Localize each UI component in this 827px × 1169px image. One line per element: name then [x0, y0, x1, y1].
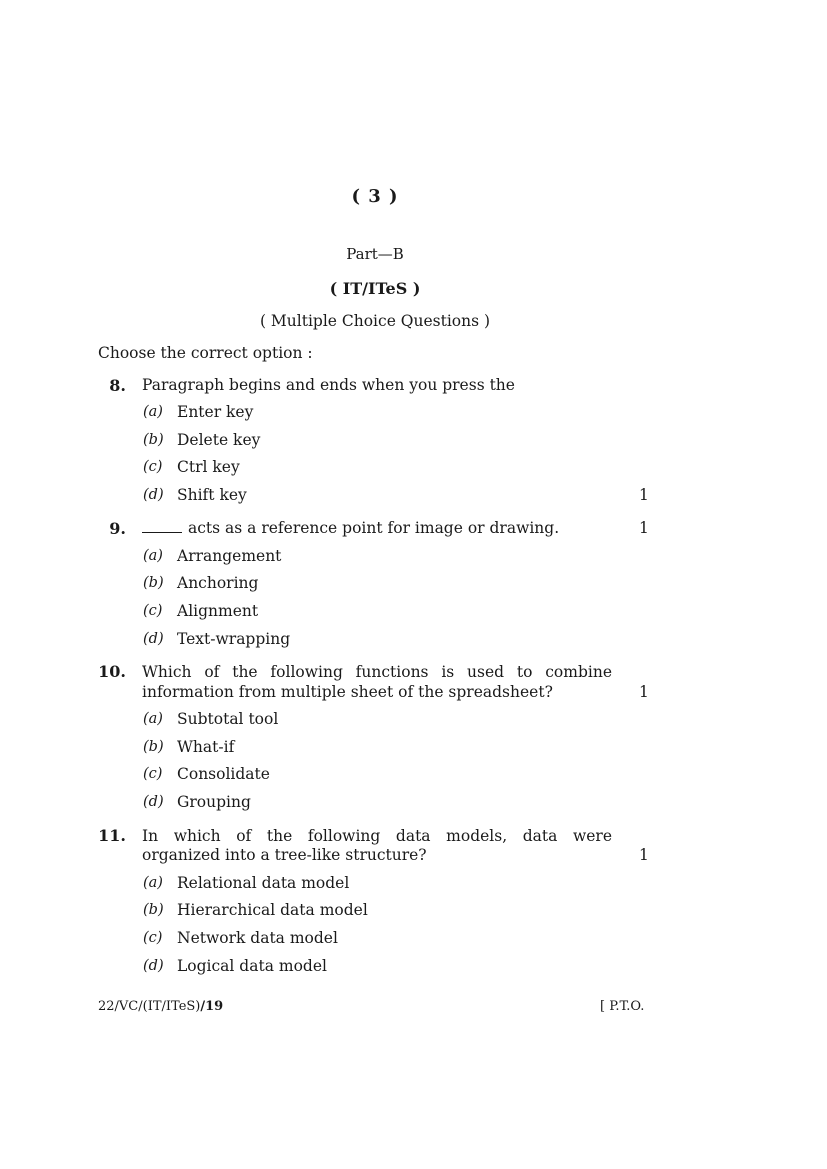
option-label: (c)	[143, 930, 163, 946]
option-label: (a)	[143, 711, 163, 727]
option-label: (d)	[143, 958, 164, 974]
option-text: What-if	[177, 738, 235, 756]
question-number: 9.	[109, 519, 126, 538]
option-text: Ctrl key	[177, 458, 240, 476]
option-label: (c)	[143, 603, 163, 619]
please-turn-over: [ P.T.O.	[600, 999, 645, 1014]
question-number: 8.	[109, 376, 126, 395]
option-text: Enter key	[177, 403, 254, 421]
paper-code: 22/VC/(IT/ITeS)/19	[98, 999, 224, 1014]
option-text: Logical data model	[177, 957, 327, 975]
option-text: Network data model	[177, 929, 338, 947]
question-text-line-2: information from multiple sheet of the spreadsheet?	[142, 683, 553, 701]
option-label: (b)	[143, 739, 164, 755]
marks: 1	[639, 683, 649, 701]
option-text: Shift key	[177, 486, 247, 504]
option-text: Grouping	[177, 793, 251, 811]
option-label: (d)	[143, 631, 164, 647]
question-text-line-2: organized into a tree-like structure?	[142, 846, 427, 864]
option-label: (d)	[143, 487, 164, 503]
question-number: 10.	[98, 662, 126, 681]
option-text: Subtotal tool	[177, 710, 279, 728]
subject-heading: ( IT/ITeS )	[329, 279, 421, 298]
fill-in-blank	[142, 520, 182, 533]
option-text: Alignment	[177, 602, 259, 620]
question-number: 11.	[98, 826, 126, 845]
option-text: Text-wrapping	[177, 630, 291, 648]
marks: 1	[639, 519, 649, 537]
option-text: Arrangement	[177, 547, 282, 565]
question-text-line-1: Which of the following functions is used to combine	[142, 663, 612, 681]
page-number: ( 3 )	[351, 186, 399, 207]
question-text-line: acts as a reference point for image or drawing.	[142, 519, 612, 537]
option-text: Anchoring	[177, 574, 259, 592]
instruction: Choose the correct option :	[98, 344, 313, 362]
option-label: (b)	[143, 432, 164, 448]
option-label: (a)	[143, 548, 163, 564]
option-label: (a)	[143, 875, 163, 891]
option-label: (a)	[143, 404, 163, 420]
option-text: Relational data model	[177, 874, 350, 892]
marks: 1	[639, 846, 649, 864]
option-text: Consolidate	[177, 765, 270, 783]
marks: 1	[639, 486, 649, 504]
option-label: (b)	[143, 575, 164, 591]
option-label: (c)	[143, 766, 163, 782]
question-text-line-1: In which of the following data models, data were	[142, 827, 612, 845]
question-text: Paragraph begins and ends when you press the	[142, 376, 515, 394]
option-label: (d)	[143, 794, 164, 810]
part-heading: Part—B	[346, 245, 404, 263]
option-label: (b)	[143, 902, 164, 918]
option-text: Delete key	[177, 431, 261, 449]
option-text: Hierarchical data model	[177, 901, 368, 919]
option-label: (c)	[143, 459, 163, 475]
section-type: ( Multiple Choice Questions )	[259, 312, 491, 330]
